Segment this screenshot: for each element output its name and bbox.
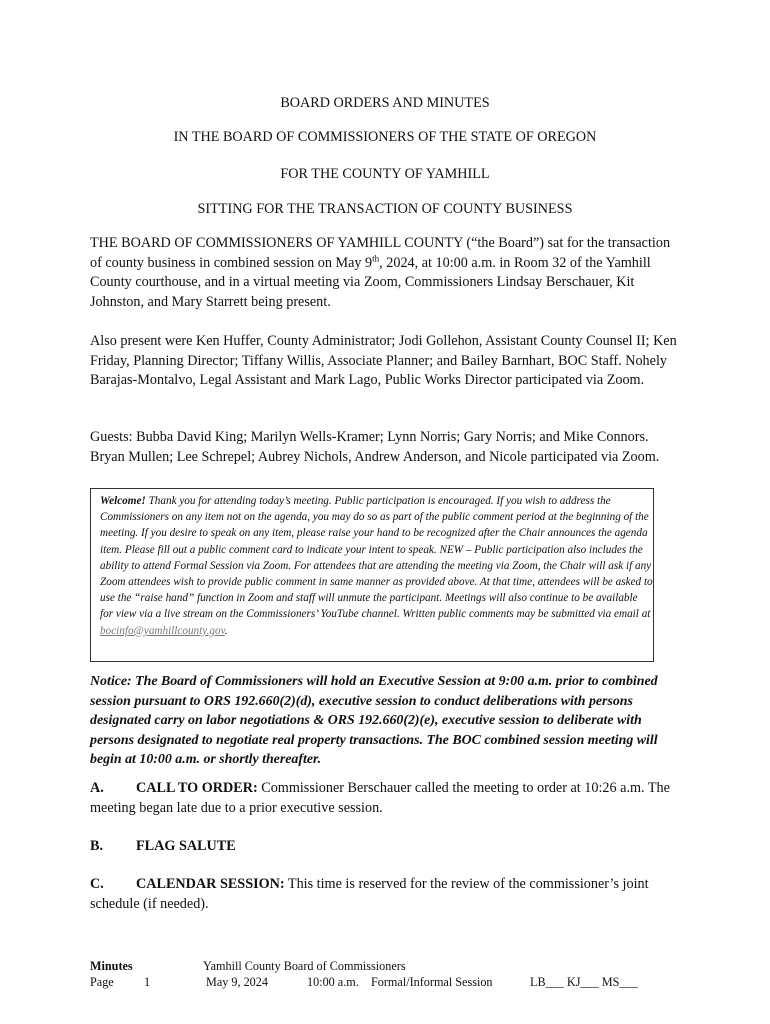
intro-paragraph (90, 234, 680, 312)
guests-text: Guests: Bubba David King; Marilyn Wells-Kramer; Lynn Norris; Gary Norris; and Mike Connors. Bryan Mullen; Lee Schrepel; Aubrey Nichols, Andrew Anderson, and Nicole participated via Zoom. (90, 429, 660, 465)
welcome-body: Thank you for attending today’s meeting. Public participation is encouraged. If you wish to address the Commissioners on any item not on the agenda, you may do so as part of the public comment period at the beginning of the meeting. If you desire to speak on any item, please raise your hand to be recognized after the Chair announces the agenda item. Please fill out a public comment card to indicate your intent to speak. NEW – Public participation also includes the ability to attend Formal Session via Zoom. For attendees that are attending the meeting via Zoom, the Chair will ask if any Zoom attendees wish to provide public comment in same manner as provided above. At that time, attendees will be asked to use the “raise hand” function in Zoom and staff will unmute the participant. Meetings will also continue to be available for view via a live stream on the Commissioners’ YouTube channel. Written public comments may be submitted via email at (100, 495, 653, 621)
executive-session-notice: Notice: The Board of Commissioners will hold an Executive Session at 9:00 a.m. prior to combined session pursuant to ORS 192.660(2)(d), executive session to conduct deliberations with persons designated carry on labor negotiations & ORS 192.660(2)(e), executive session to deliberate with persons designated to negotiate real property transactions. The BOC combined session meeting will begin at 10:00 a.m. or shortly thereafter. (90, 674, 658, 768)
header-line-2: IN THE BOARD OF COMMISSIONERS OF THE STATE OF OREGON (173, 129, 597, 145)
welcome-box (90, 488, 654, 662)
agenda-item-c (90, 875, 680, 914)
footer-session: Formal/Informal Session (371, 975, 493, 989)
guests-paragraph (90, 428, 680, 467)
header-line-4: SITTING FOR THE TRANSACTION OF COUNTY BUSINESS (197, 201, 573, 217)
footer-page-label: Page (90, 975, 114, 989)
intro-text-1: THE BOARD OF COMMISSIONERS OF YAMHILL COUNTY (“the Board”) sat for the transaction of county business in combined session on May 9 (90, 235, 671, 271)
footer-initials: LB___ KJ___ MS___ (530, 975, 638, 989)
footer-time: 10:00 a.m. (307, 975, 359, 989)
footer-date: May 9, 2024 (206, 975, 268, 989)
email-link[interactable]: bocinfo@yamhillcounty.gov (100, 624, 225, 637)
item-title: CALENDAR SESSION: (136, 876, 285, 892)
footer-label: Minutes (90, 959, 133, 973)
header-line-3: FOR THE COUNTY OF YAMHILL (280, 166, 490, 182)
agenda-item-a (90, 779, 680, 818)
also-present-paragraph (90, 332, 680, 391)
footer-org: Yamhill County Board of Commissioners (203, 959, 406, 973)
item-text: Commissioner Berschauer called the meeting to order at 10:26 a.m. The meeting began late due to a prior executive session. (90, 780, 670, 816)
item-title: FLAG SALUTE (136, 838, 236, 854)
item-letter: A. (90, 780, 104, 796)
welcome-lead: Welcome! (100, 495, 146, 507)
intro-text-2: , 2024, at 10:00 a.m. in Room 32 of the Yamhill County courthouse, and in a virtual meeting via Zoom, Commissioners Lindsay Berschauer, Kit Johnston, and Mary Starrett being present. (90, 254, 651, 310)
welcome-tail: . (224, 624, 228, 637)
intro-sup: th (372, 252, 380, 263)
item-letter: B. (90, 838, 104, 854)
also-present-text: Also present were Ken Huffer, County Administrator; Jodi Gollehon, Assistant County Counsel II; Ken Friday, Planning Director; Tiffany Willis, Associate Planner; and Bailey Barnhart, BOC Staff. Nohely Barajas-Montalvo, Legal Assistant and Mark Lago, Public Works Director participated via Zoom. (90, 333, 677, 388)
footer-page-number: 1 (144, 975, 151, 989)
item-text: This time is reserved for the review of the commissioner’s joint schedule (if needed). (90, 876, 649, 912)
header-line-1: BOARD ORDERS AND MINUTES (280, 95, 490, 111)
agenda-item-b (90, 837, 680, 857)
item-letter: C. (90, 876, 104, 892)
item-title: CALL TO ORDER: (136, 780, 258, 796)
